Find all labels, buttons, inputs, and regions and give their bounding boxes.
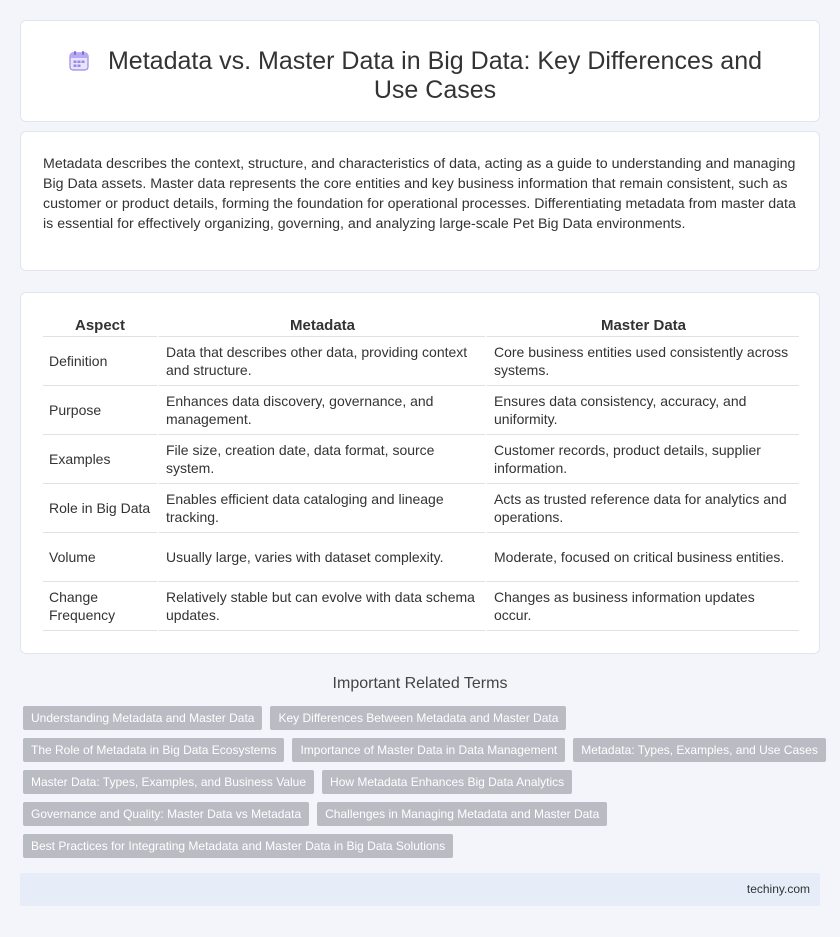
table-row xyxy=(43,386,799,435)
master-data-cell: Customer records, product details, supplier information. xyxy=(485,435,799,484)
metadata-cell: File size, creation date, data format, source system. xyxy=(157,435,485,484)
table-row xyxy=(43,435,799,484)
table-row xyxy=(43,484,799,533)
table-row xyxy=(43,337,799,386)
metadata-cell: Enables efficient data cataloging and lineage tracking. xyxy=(157,484,485,533)
metadata-cell: Enhances data discovery, governance, and management. xyxy=(157,386,485,435)
related-terms-title: Important Related Terms xyxy=(332,675,508,692)
master-data-cell: Core business entities used consistently across systems. xyxy=(485,337,799,386)
tag-row xyxy=(23,802,823,826)
intro-paragraph: Metadata describes the context, structure, and characteristics of data, acting as a guide to understanding and managing Big Data assets. Master data represents the core entities and key business information that remain consistent, such as customer or product details, forming the foundation for operational processes. Differentiating metadata from master data is essential for effectively organizing, governing, and analyzing large-scale Pet Big Data environments. xyxy=(43,156,796,232)
tag-row xyxy=(23,738,823,762)
related-term-tag[interactable]: Best Practices for Integrating Metadata and Master Data in Big Data Solutions xyxy=(23,834,453,858)
column-header-metadata: Metadata xyxy=(157,315,485,337)
metadata-cell: Data that describes other data, providing context and structure. xyxy=(157,337,485,386)
intro-card xyxy=(20,131,820,271)
related-term-tag[interactable]: How Metadata Enhances Big Data Analytics xyxy=(322,770,572,794)
master-data-cell: Acts as trusted reference data for analytics and operations. xyxy=(485,484,799,533)
table-row xyxy=(43,533,799,582)
aspect-cell: Role in Big Data xyxy=(43,484,157,533)
footer-brand[interactable]: techiny.com xyxy=(746,882,810,896)
master-data-cell: Changes as business information updates occur. xyxy=(485,582,799,631)
master-data-cell: Ensures data consistency, accuracy, and uniformity. xyxy=(485,386,799,435)
metadata-cell: Relatively stable but can evolve with data schema updates. xyxy=(157,582,485,631)
page-title: Metadata vs. Master Data in Big Data: Key Differences and Use Cases xyxy=(107,47,763,104)
related-terms-tags xyxy=(23,706,823,866)
aspect-cell: Definition xyxy=(43,337,157,386)
related-term-tag[interactable]: Challenges in Managing Metadata and Master Data xyxy=(317,802,607,826)
table-header-row xyxy=(43,315,799,337)
related-term-tag[interactable]: Understanding Metadata and Master Data xyxy=(23,706,262,730)
aspect-cell: Volume xyxy=(43,533,157,582)
tag-row xyxy=(23,770,823,794)
related-term-tag[interactable]: Metadata: Types, Examples, and Use Cases xyxy=(573,738,826,762)
aspect-cell: Examples xyxy=(43,435,157,484)
tag-row xyxy=(23,834,823,858)
aspect-cell: Purpose xyxy=(43,386,157,435)
footer xyxy=(20,873,820,906)
master-data-cell: Moderate, focused on critical business entities. xyxy=(485,533,799,582)
aspect-cell: Change Frequency xyxy=(43,582,157,631)
related-term-tag[interactable]: Key Differences Between Metadata and Master Data xyxy=(270,706,566,730)
tag-row xyxy=(23,706,823,730)
header-card xyxy=(20,20,820,122)
column-header-master-data: Master Data xyxy=(485,315,799,337)
table-row xyxy=(43,582,799,631)
related-term-tag[interactable]: Importance of Master Data in Data Management xyxy=(292,738,565,762)
related-term-tag[interactable]: Master Data: Types, Examples, and Business Value xyxy=(23,770,314,794)
column-header-aspect: Aspect xyxy=(43,315,157,337)
related-term-tag[interactable]: The Role of Metadata in Big Data Ecosystems xyxy=(23,738,284,762)
comparison-table-card xyxy=(20,292,820,654)
comparison-table xyxy=(43,315,799,631)
metadata-cell: Usually large, varies with dataset complexity. xyxy=(157,533,485,582)
related-term-tag[interactable]: Governance and Quality: Master Data vs Metadata xyxy=(23,802,309,826)
